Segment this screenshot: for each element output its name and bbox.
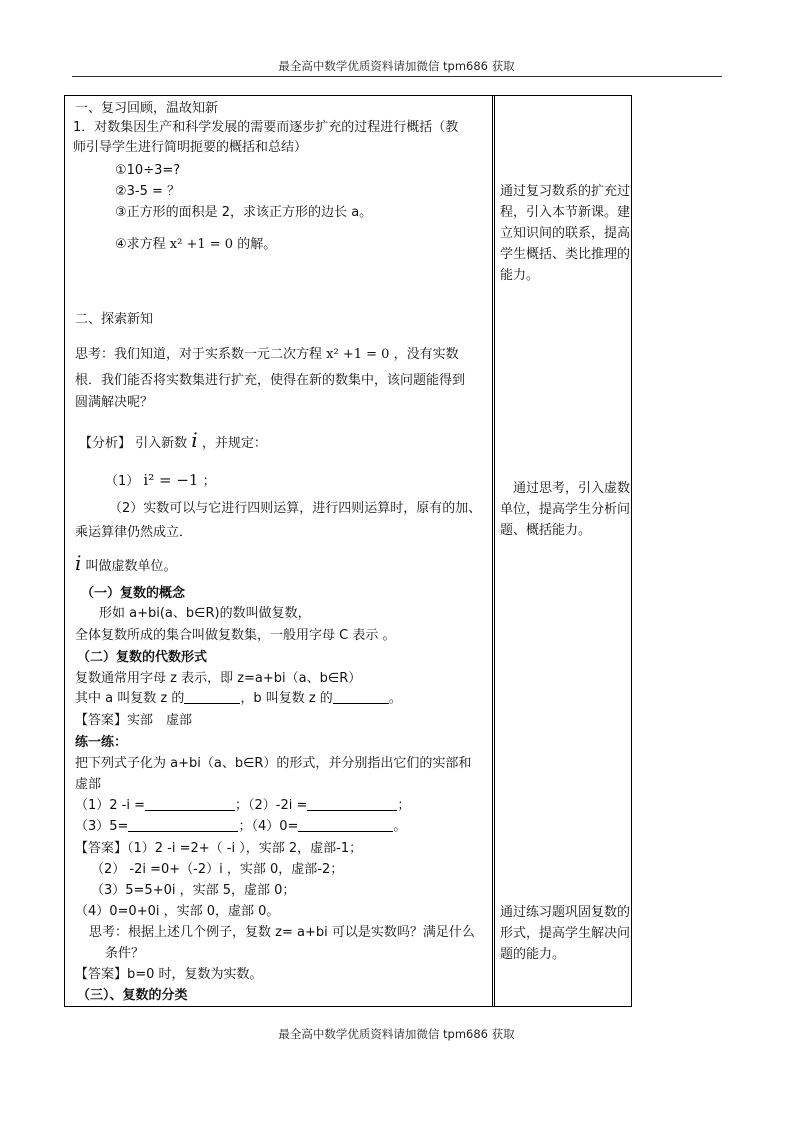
rule-2-line1: （2）实数可以与它进行四则运算，进行四则运算时，原有的加、 bbox=[109, 501, 482, 516]
rule-1-prefix: （1） bbox=[105, 474, 140, 489]
blank-imag-part bbox=[333, 691, 389, 704]
ex-2-blank bbox=[307, 798, 397, 811]
teaching-note-review: 通过复习数系的扩充过程，引入本节新课。建立知识间的联系，提高学生概括、类比推理的能力。 bbox=[500, 184, 631, 283]
exercise-row-2 bbox=[75, 818, 406, 836]
ex-2-label: ；（2）-2i = bbox=[235, 798, 308, 813]
answer-3: （3）5=5+0i ，实部 5，虚部 0； bbox=[91, 883, 296, 898]
think-line1-suffix: ，没有实数 bbox=[393, 347, 459, 362]
question-1: ①10÷3=? bbox=[115, 163, 181, 178]
algebraic-form-line2 bbox=[75, 690, 402, 708]
fill-text-a: 其中 a 叫复数 z 的 bbox=[75, 691, 185, 706]
analysis-prefix: 【分析】 引入新数 bbox=[79, 436, 188, 451]
algebraic-form-line1: 复数通常用字母 z 表示，即 z=a+bi（a、b∈R） bbox=[75, 671, 362, 686]
section-review-title: 一、复习回顾，温故知新 bbox=[75, 101, 219, 116]
exercise-line2: 虚部 bbox=[75, 777, 102, 792]
question-3: ③正方形的面积是 2，求该正方形的边长 a。 bbox=[115, 205, 373, 220]
think-line1 bbox=[75, 346, 459, 364]
question-4-equation: x² +1 = 0 bbox=[169, 237, 234, 252]
review-paragraph-line2: 师引导学生进行简明扼要的概括和总结） bbox=[73, 140, 308, 155]
review-paragraph-line1: 1．对数集因生产和科学发展的需要而逐步扩充的过程进行概括（教 bbox=[73, 120, 459, 135]
rule-1 bbox=[105, 471, 216, 491]
ex-row1-end: ； bbox=[397, 798, 411, 813]
think-line1-prefix: 思考：我们知道，对于实系数一元二次方程 bbox=[75, 347, 323, 362]
algebraic-form-title: （二）复数的代数形式 bbox=[77, 650, 208, 665]
analysis-line bbox=[79, 428, 267, 453]
concept-line2: 全体复数所成的集合叫做复数集，一般用字母 C 表示 。 bbox=[75, 628, 396, 643]
section-explore-title: 二、探索新知 bbox=[75, 312, 154, 327]
ex-3-label: （3）5= bbox=[75, 819, 129, 834]
rule-2-line2: 乘运算律仍然成立． bbox=[75, 525, 193, 540]
ex-3-blank bbox=[128, 819, 238, 832]
ex-4-label: ；（4）0= bbox=[238, 819, 299, 834]
question-4 bbox=[115, 236, 276, 254]
exercise-row-1 bbox=[75, 797, 410, 815]
think2-line2: 条件？ bbox=[105, 946, 145, 961]
question-2: ②3-5 = ？ bbox=[115, 184, 181, 199]
fill-text-b: ，b 叫复数 z 的 bbox=[240, 691, 333, 706]
header-rule bbox=[72, 76, 722, 77]
imaginary-unit-symbol-2: i bbox=[75, 551, 82, 575]
imaginary-unit-symbol: i bbox=[191, 428, 198, 452]
rule-1-equation: i² = −1 bbox=[143, 471, 199, 489]
classification-title: （三）、复数的分类 bbox=[77, 988, 188, 1003]
rule-1-suffix: ； bbox=[202, 474, 216, 489]
concept-title: （一）复数的概念 bbox=[81, 586, 186, 601]
column-divider bbox=[492, 96, 493, 1006]
exercise-title: 练一练： bbox=[75, 735, 128, 750]
ex-1-label: （1）2 -i = bbox=[75, 798, 146, 813]
think-line3: 圆满解决呢？ bbox=[75, 395, 154, 410]
lesson-table bbox=[64, 95, 632, 1007]
imaginary-unit-definition bbox=[75, 551, 177, 576]
page-header: 最全高中数学优质资料请加微信 tpm686 获取 bbox=[278, 59, 515, 73]
ex-row2-end: 。 bbox=[393, 819, 407, 834]
answer-1: 【答案】（1）2 -i =2+（ -i ），实部 2，虚部-1； bbox=[75, 841, 363, 856]
page-footer: 最全高中数学优质资料请加微信 tpm686 获取 bbox=[278, 1027, 515, 1041]
ex-1-blank bbox=[145, 798, 235, 811]
teaching-note-explore: 通过思考，引入虚数单位，提高学生分析问题、概括能力。 bbox=[500, 481, 631, 538]
answer-2: （2） -2i =0+（-2）i ，实部 0，虚部-2； bbox=[91, 862, 344, 877]
column-divider-inner bbox=[494, 96, 495, 1006]
teaching-note-exercise: 通过练习题巩固复数的形式，提高学生解决问题的能力。 bbox=[500, 905, 631, 962]
imaginary-unit-text: 叫做虚数单位。 bbox=[85, 559, 177, 574]
think-equation: x² +1 = 0 bbox=[326, 347, 390, 362]
think2-answer: 【答案】b=0 时，复数为实数。 bbox=[75, 967, 263, 982]
ex-4-blank bbox=[298, 819, 393, 832]
answer-4: （4）0=0+0i ，实部 0，虚部 0。 bbox=[75, 904, 280, 919]
think2-line1: 思考：根据上述几个例子，复数 z= a+bi 可以是实数吗？满足什么 bbox=[89, 925, 475, 940]
fill-text-c: 。 bbox=[388, 691, 402, 706]
algebraic-form-answer: 【答案】实部 虚部 bbox=[75, 713, 193, 728]
question-4-prefix: ④求方程 bbox=[115, 237, 166, 252]
blank-real-part bbox=[184, 691, 240, 704]
concept-line1: 形如 a+bi(a、b∈R)的数叫做复数， bbox=[99, 606, 311, 621]
exercise-line1: 把下列式子化为 a+bi（a、b∈R）的形式，并分别指出它们的实部和 bbox=[75, 756, 472, 771]
analysis-suffix: ，并规定： bbox=[201, 436, 267, 451]
think-line2: 根．我们能否将实数集进行扩充，使得在新的数集中，该问题能得到 bbox=[75, 373, 466, 388]
question-4-suffix: 的解。 bbox=[237, 237, 277, 252]
